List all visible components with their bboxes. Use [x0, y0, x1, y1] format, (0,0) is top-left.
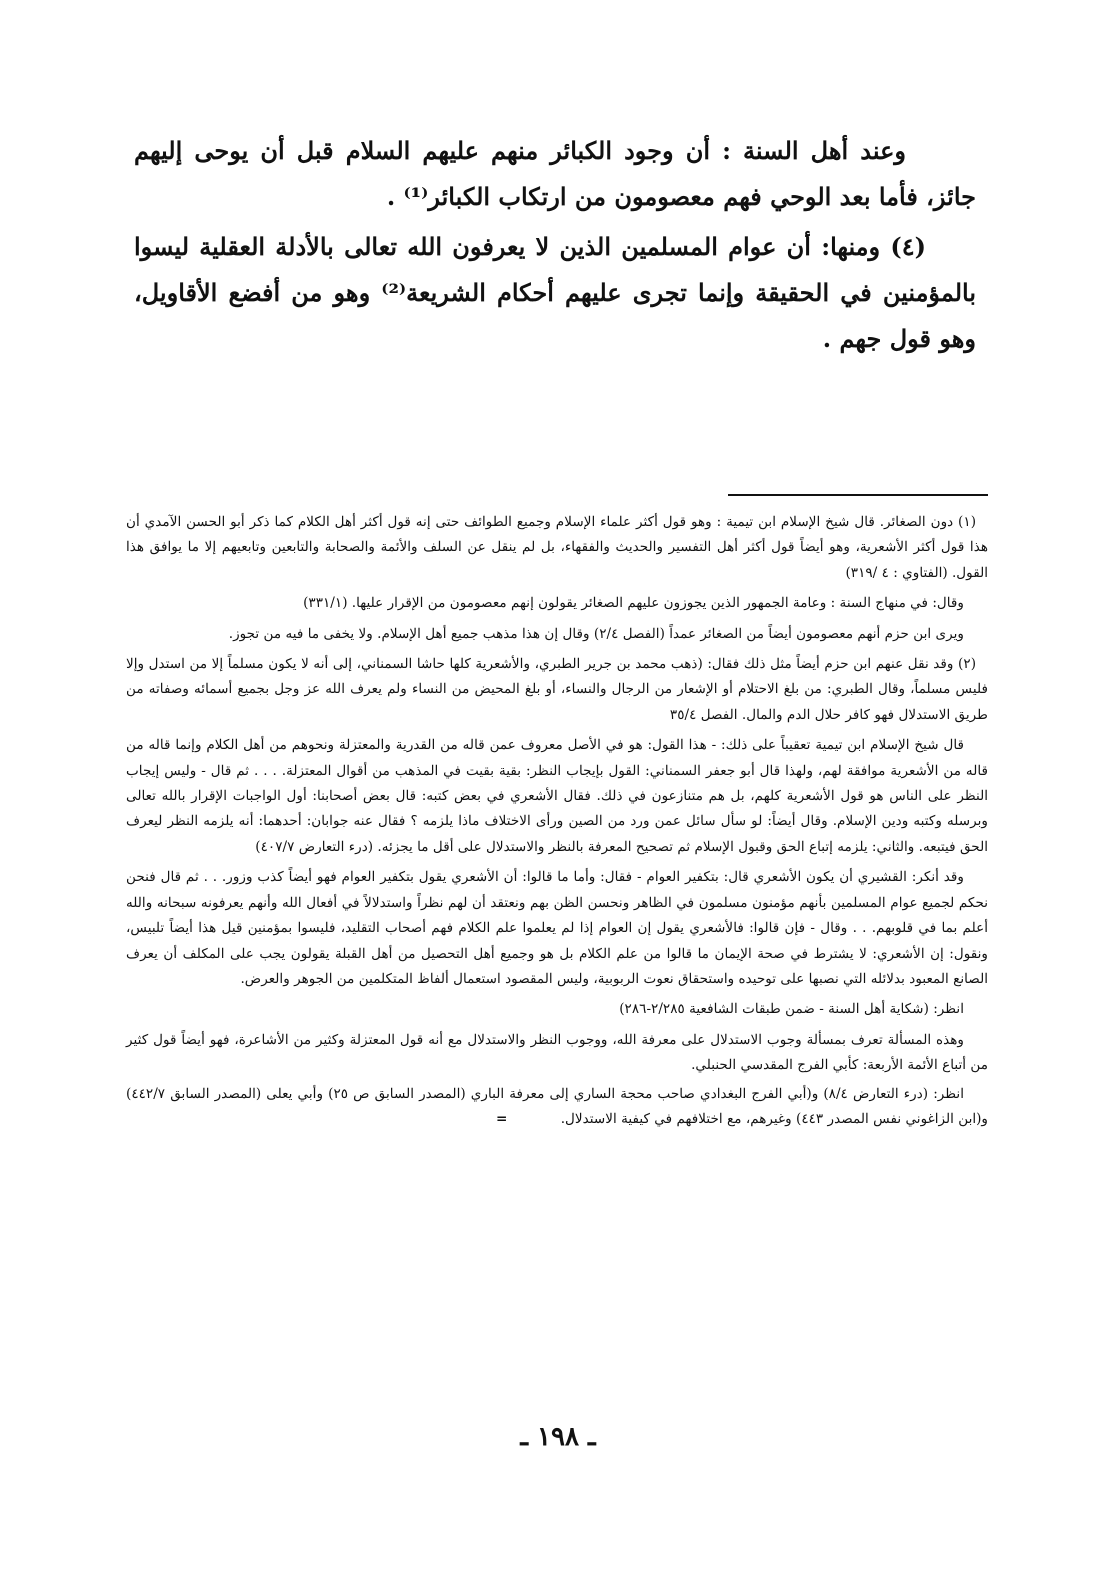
footnote-2-reference: انظر: (شكاية أهل السنة - ضمن طبقات الشافعية ٢/٢٨٥-٢٨٦) [619, 1001, 964, 1018]
footnote-2-paragraph-3: وقد أنكر: القشيري أن يكون الأشعري قال: بتكفير العوام - فقال: وأما ما قالوا: أن الأشعري يقول بتكفير العوام فهو أيضاً كذب وزور. . . ثم قال فنحن نحكم لجميع عوام المسلمين بأنهم مؤمنون مسلمون في الظاهر ونحسن الظن بهم ونعتقد أن لهم نظراً واستدلالاً في أفعال الله وأنهم يعرفونه سبحانه والله أعلم بما في قلوبهم. . . وقال - فإن قالوا: فالأشعري يقول إن العوام إذا لم يعلموا علم الكلام فهم أصحاب التقليد، فليسوا بمؤمنين قيل هذا أيضاً تلبيس، ونقول: إن الأشعري: لا يشترط في صحة الإيمان ما قالوا من علم الكلام بل هو وجميع أهل التحصيل من أهل القبلة يقولون يجب على المكلف أن يعرف الصانع المعبود بدلائله التي نصبها على توحيده واستحقاق نعوت الربوبية، وليس المقصود استعمال ألفاظ المتكلمين من الجوهر والعرض. [126, 869, 988, 987]
continuation-mark: = [496, 1110, 507, 1127]
footnote-2-paragraph-4: وهذه المسألة تعرف بمسألة وجوب الاستدلال على معرفة الله، ووجوب النظر والاستدلال مع أنه قول المعتزلة وكثير من الأشاعرة، فهو أيضاً قول كثير من أتباع الأئمة الأربعة: كأبي الفرج المقدسي الحنبلي. [126, 1031, 988, 1074]
main-paragraph-1: وعند أهل السنة : أن وجود الكبائر منهم عليهم السلام قبل أن يوحى إليهم جائز، فأما بعد الوحي فهم معصومون من ارتكاب الكبائر⁽¹⁾ . [134, 136, 976, 211]
footnote-1: (١) دون الصغائر. قال شيخ الإسلام ابن تيمية : وهو قول أكثر علماء الإسلام وجميع الطوائف حتى إنه قول أكثر أهل الكلام كما ذكر أبو الحسن الآمدي أن هذا قول أكثر الأشعرية، وهو أيضاً قول أكثر أهل التفسير والحديث والفقهاء، بل لم ينقل عن السلف والأئمة والصحابة والتابعين وتابعيهم إلا ما يوافق هذا القول. (الفتاوي : ٤ /٣١٩) [126, 514, 988, 581]
footnote-2-paragraph-2: قال شيخ الإسلام ابن تيمية تعقيباً على ذلك: - هذا القول: هو في الأصل معروف عمن قاله من القدرية والمعتزلة ونحوهم من أهل الكلام وإنما قاله من قاله من الأشعرية موافقة لهم، ولهذا قال أبو جعفر السمناني: القول بإيجاب النظر: بقية بقيت في المذهب من أقوال المعتزلة. . . . ثم قال - وليس إيجاب النظر على الناس هو قول الأشعرية كلهم، بل هم متنازعون في ذلك. فقال الأشعري في بعض كتبه: قال بعض أصحابنا: أول الواجبات الإقرار بالله تعالى وبرسله وكتبه ودين الإسلام. وقال أيضاً: لو سأل سائل عمن ورد من الصين ورأى الاختلاف ماذا يلزمه ؟ فقال عنه جوابان: أحدهما: أنه يلزمه النظر ليعرف الحق فيتبعه. والثاني: يلزمه إتباع الحق وقبول الإسلام ثم تصحيح المعرفة بالنظر والاستدلال على أقل ما يجزئه. (درء التعارض ٤٠٧/٧) [126, 737, 988, 855]
footnote-2-sources [126, 1082, 988, 1133]
footnotes [126, 510, 988, 1137]
footnote-separator [728, 494, 988, 496]
footnote-1-paragraph-2: وقال: في منهاج السنة : وعامة الجمهور الذين يجوزون عليهم الصغائر يقولون إنهم معصومون من الإقرار عليها. (٣٣١/١) [303, 595, 964, 612]
main-paragraph-2: (٤) ومنها: أن عوام المسلمين الذين لا يعرفون الله تعالى بالأدلة العقلية ليسوا بالمؤمنين في الحقيقة وإنما تجرى عليهم أحكام الشريعة⁽²⁾ وهو من أفضع الأقاويل، وهو قول جهم . [134, 232, 977, 353]
main-text [134, 128, 976, 366]
footnote-2-sources-line-2: وأبي يعلى (المصدر السابق ٤٤٢/٧) و(ابن الزاغوني نفس المصدر ٤٤٣) وغيرهم، مع اختلافهم في كيفية الاستدلال. [126, 1085, 988, 1127]
footnote-1-paragraph-3: ويرى ابن حزم أنهم معصومون أيضاً من الصغائر عمداً (الفصل ٢/٤) وقال إن هذا مذهب جميع أهل الإسلام. ولا يخفى ما فيه من تجوز. [228, 625, 964, 642]
footnote-2: (٢) وقد نقل عنهم ابن حزم أيضاً مثل ذلك فقال: (ذهب محمد بن جرير الطبري، والأشعرية كلها حاشا السمناني، إلى أنه لا يكون مسلماً إلا من استدل وإلا فليس مسلماً، وقال الطبري: من بلغ الاحتلام أو الإشعار من الرجال والنساء، أو بلغ المحيض من النساء ولم يعرف الله عز وجل بجميع أسمائه وصفاته من طريق الاستدلال فهو كافر حلال الدم والمال. الفصل ٣٥/٤ [126, 656, 988, 723]
footnote-2-sources-line-1: انظر: (درء التعارض ٨/٤) و(أبي الفرج البغدادي صاحب محجة الساري إلى معرفة الباري (المصدر السابق ص ٢٥) [328, 1085, 964, 1102]
page-number: ـ ١٩٨ ـ [520, 1422, 596, 1452]
